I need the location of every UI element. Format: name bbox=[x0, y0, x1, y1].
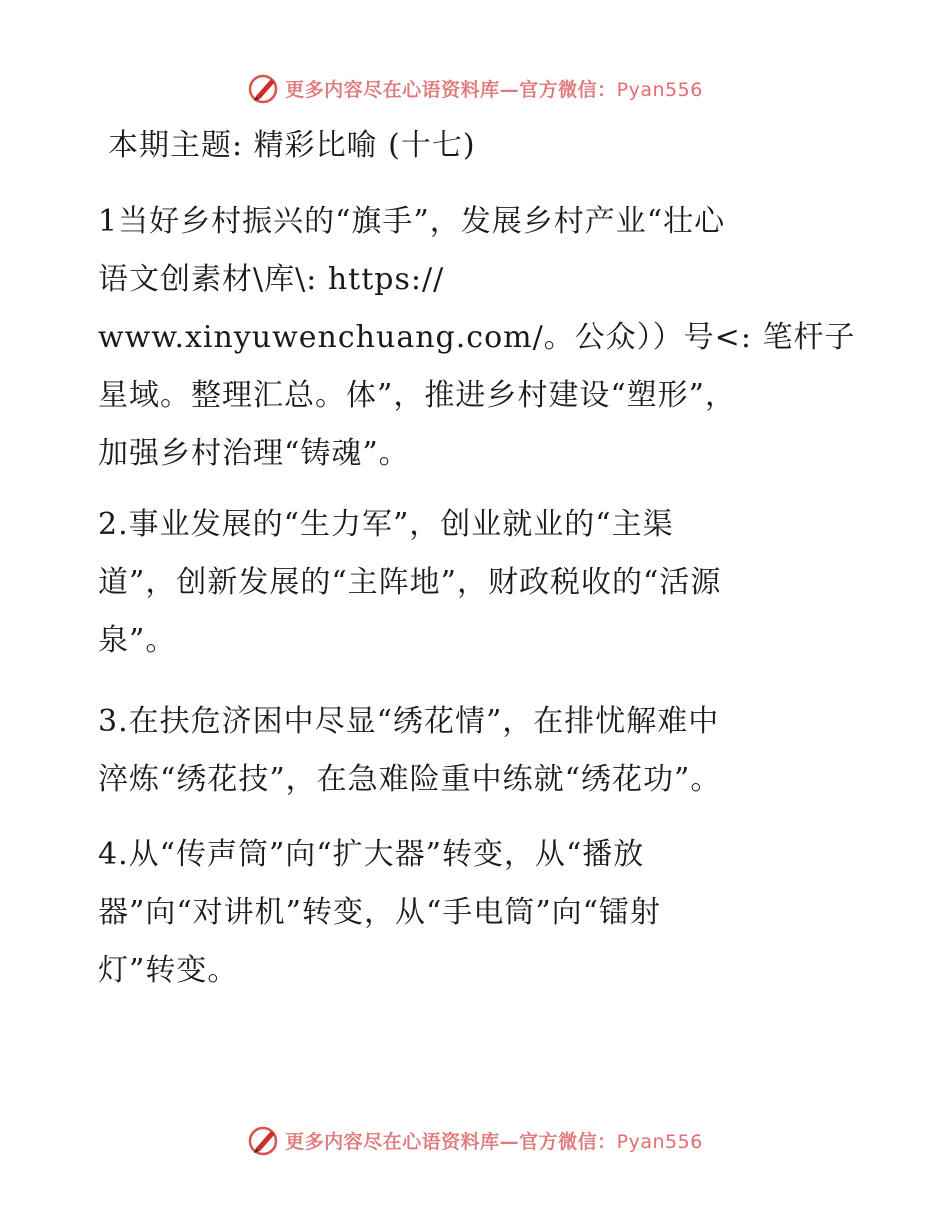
header-watermark bbox=[0, 68, 950, 108]
paragraph-line: www.xinyuwenchuang.com/。公众））号<: 笔杆子 bbox=[98, 320, 856, 355]
watermark-text: 更多内容尽在心语资料库—官方微信：Pyan556 bbox=[285, 1130, 703, 1153]
paragraph-line: 泉”。 bbox=[98, 623, 177, 658]
paragraph-1 bbox=[98, 193, 856, 483]
document-title: 本期主题: 精彩比喻 (十七) bbox=[108, 128, 476, 163]
pen-logo-icon bbox=[247, 1123, 281, 1157]
paragraph-3 bbox=[98, 693, 853, 809]
watermark-text: 更多内容尽在心语资料库—官方微信：Pyan556 bbox=[285, 78, 703, 101]
paragraph-line: 2.事业发展的“生力军”，创业就业的“主渠 bbox=[98, 507, 674, 542]
paragraph-line: 加强乡村治理“铸魂”。 bbox=[98, 436, 410, 471]
paragraph-line: 星域。整理汇总。体”，推进乡村建设“塑形”， bbox=[98, 378, 737, 413]
paragraph-line: 4.从“传声筒”向“扩大器”转变，从“播放 bbox=[98, 837, 645, 872]
paragraph-4 bbox=[98, 826, 853, 1000]
paragraph-line: 1当好乡村振兴的“旗手”，发展乡村产业“壮心 bbox=[98, 204, 726, 239]
footer-watermark bbox=[0, 1120, 950, 1160]
paragraph-line: 3.在扶危济困中尽显“绣花情”，在排忧解难中 bbox=[98, 704, 720, 739]
paragraph-line: 道”，创新发展的“主阵地”，财政税收的“活源 bbox=[98, 565, 722, 600]
paragraph-line: 语文创素材\库\: https:// bbox=[98, 262, 445, 297]
paragraph-2 bbox=[98, 496, 853, 670]
pen-logo-icon bbox=[247, 71, 281, 105]
paragraph-line: 淬炼“绣花技”，在急难险重中练就“绣花功”。 bbox=[98, 762, 722, 797]
paragraph-line: 灯”转变。 bbox=[98, 953, 239, 988]
paragraph-line: 器”向“对讲机”转变，从“手电筒”向“镭射 bbox=[98, 895, 662, 930]
